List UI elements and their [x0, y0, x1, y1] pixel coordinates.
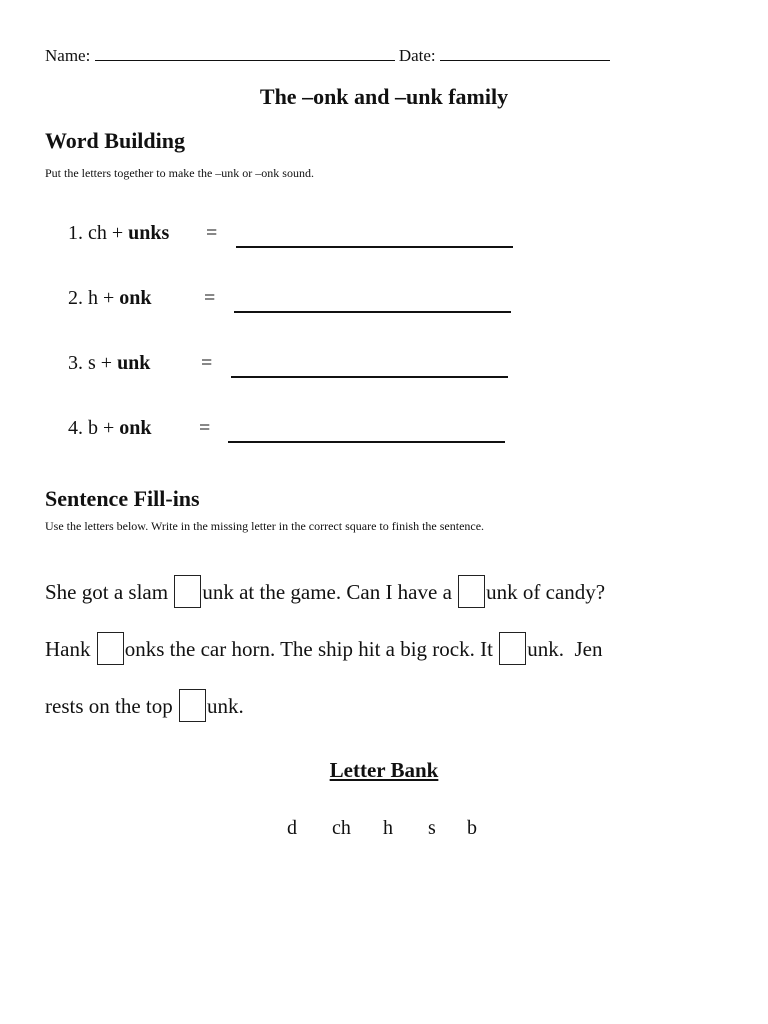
letter-box[interactable]: [179, 689, 206, 722]
problem-prefix: b +: [88, 417, 115, 439]
name-label: Name:: [45, 46, 91, 65]
problem-2: [68, 287, 216, 310]
answer-line[interactable]: [231, 376, 508, 378]
name-date-row: [45, 46, 610, 66]
letter-bank-item: ch: [332, 817, 351, 839]
sentence-text: unk at the game. Can I have a: [202, 580, 452, 604]
problem-number: 1.: [68, 222, 83, 244]
letter-box[interactable]: [458, 575, 485, 608]
name-field[interactable]: [95, 46, 395, 61]
letter-box[interactable]: [174, 575, 201, 608]
answer-line[interactable]: [228, 441, 505, 443]
problem-number: 2.: [68, 287, 83, 309]
letter-bank-title: [0, 758, 768, 783]
sentence-text: unk.: [206, 694, 244, 718]
letter-bank-item: d: [287, 817, 297, 839]
equals-sign: =: [201, 352, 213, 374]
letter-bank-item: s: [428, 817, 436, 839]
sentence-line-3: [45, 689, 244, 722]
problem-1: [68, 222, 218, 245]
sentence-line-1: [45, 575, 605, 608]
problem-ending: onk: [119, 287, 152, 309]
letter-bank-item: h: [383, 817, 393, 839]
letter-box[interactable]: [97, 632, 124, 665]
equals-sign: =: [206, 222, 218, 244]
sentence-line-2: [45, 632, 602, 665]
letter-box[interactable]: [499, 632, 526, 665]
problem-ending: onk: [119, 417, 152, 439]
letter-bank-item: b: [467, 817, 477, 839]
problem-number: 4.: [68, 417, 83, 439]
answer-line[interactable]: [236, 246, 513, 248]
worksheet-title: The –onk and –unk family: [259, 84, 509, 109]
sentence-fillins-heading: Sentence Fill-ins: [45, 486, 200, 511]
sentence-fillins-instructions: Use the letters below. Write in the missing letter in the correct square to finish the sentence.: [45, 519, 485, 533]
problem-prefix: s +: [88, 352, 113, 374]
word-building-heading: Word Building: [45, 128, 186, 153]
problem-4: [68, 417, 211, 440]
sentence-text: unk. Jen: [527, 637, 603, 661]
problem-ending: unk: [117, 352, 151, 374]
problem-number: 3.: [68, 352, 83, 374]
equals-sign: =: [204, 287, 216, 309]
date-field[interactable]: [440, 46, 610, 61]
letter-bank-title-text: Letter Bank: [329, 758, 439, 782]
problem-prefix: ch +: [88, 222, 124, 244]
problem-3: [68, 352, 213, 375]
sentence-text: unk of candy?: [486, 580, 606, 604]
problem-ending: unks: [128, 222, 170, 244]
word-building-instructions: Put the letters together to make the –unk or –onk sound.: [45, 166, 314, 180]
date-label: Date:: [398, 46, 436, 65]
sentence-text: rests on the top: [45, 694, 173, 718]
sentence-text: onks the car horn. The ship hit a big rock. It: [124, 637, 493, 661]
equals-sign: =: [199, 417, 211, 439]
problem-prefix: h +: [88, 287, 115, 309]
sentence-text: Hank: [45, 637, 91, 661]
sentence-text: She got a slam: [45, 580, 169, 604]
answer-line[interactable]: [234, 311, 511, 313]
